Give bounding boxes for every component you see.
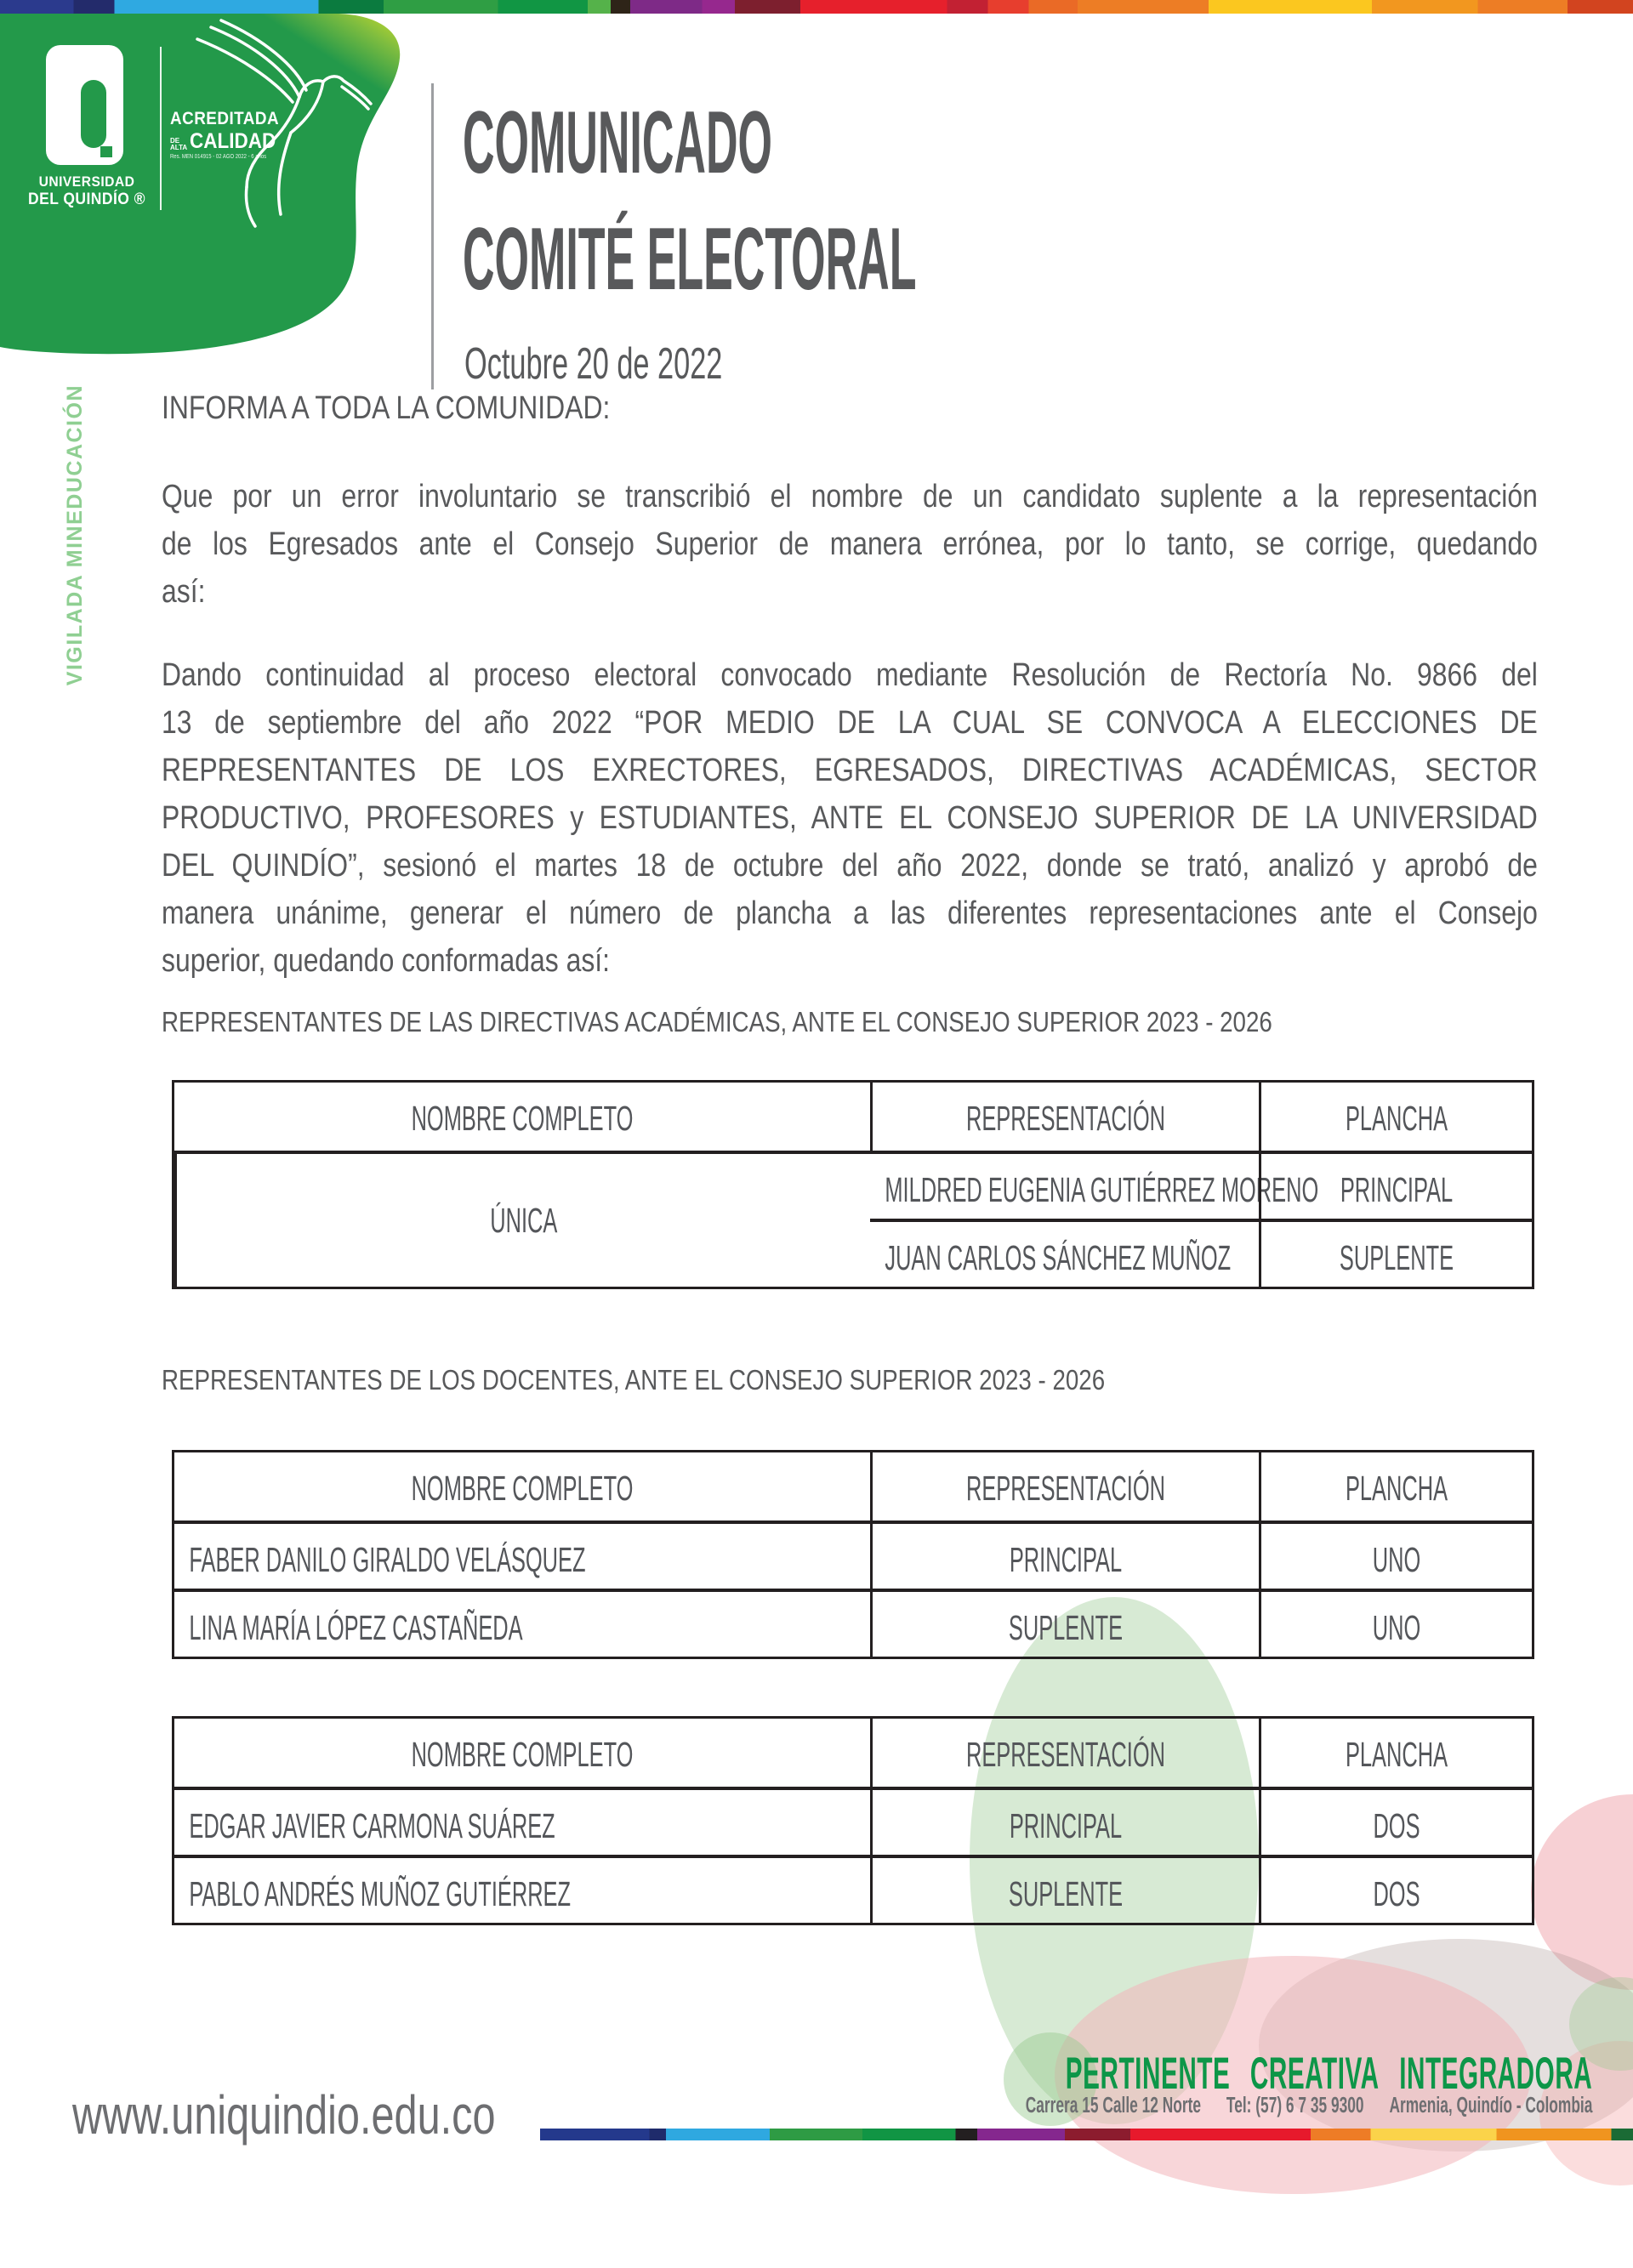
table-cell-name: MILDRED EUGENIA GUTIÉRREZ MORENO	[870, 1151, 1259, 1219]
motto	[1065, 2048, 1592, 2100]
section-heading-docentes: REPRESENTANTES DE LOS DOCENTES, ANTE EL CONSEJO SUPERIOR 2023 - 2026	[162, 1364, 1106, 1395]
motto-word-creativa: CREATIVA	[1249, 2049, 1380, 2099]
table-cell-plancha: DOS	[1259, 1787, 1532, 1855]
table-cell-representation: SUPLENTE	[870, 1855, 1259, 1923]
badge-resolution: Res. MEN 014915 - 02 AGO 2022 - 6 años	[170, 154, 267, 160]
table-cell-plancha: UNO	[1259, 1589, 1532, 1657]
column-header-representacion: REPRESENTACIÓN	[870, 1083, 1259, 1151]
column-header-representacion: REPRESENTACIÓN	[870, 1719, 1259, 1787]
logo-divider	[160, 47, 162, 210]
column-header-plancha: PLANCHA	[1259, 1719, 1532, 1787]
rainbow-strip-top	[0, 0, 1633, 14]
column-header-plancha: PLANCHA	[1259, 1083, 1532, 1151]
badge-word-acreditada: ACREDITADA	[170, 109, 280, 128]
university-name-line1: UNIVERSIDAD	[38, 173, 135, 190]
table-cell-name: JUAN CARLOS SÁNCHEZ MUÑOZ	[870, 1219, 1259, 1287]
university-name-line2: DEL QUINDÍO ®	[27, 190, 145, 208]
salutation: INFORMA A TODA LA COMUNIDAD:	[162, 390, 611, 426]
table-cell-plancha: DOS	[1259, 1855, 1532, 1923]
table-cell-plancha: UNO	[1259, 1521, 1532, 1589]
column-header-nombre: NOMBRE COMPLETO	[411, 1099, 634, 1138]
column-header-nombre: NOMBRE COMPLETO	[411, 1469, 634, 1508]
table-docentes-dos	[172, 1716, 1534, 1925]
motto-word-integradora: INTEGRADORA	[1398, 2049, 1592, 2099]
table-cell-plancha-merged: ÚNICA	[174, 1151, 870, 1287]
motto-word-pertinente: PERTINENTE	[1065, 2049, 1231, 2099]
table-docentes-uno	[172, 1450, 1534, 1659]
section-heading-directivas: REPRESENTANTES DE LAS DIRECTIVAS ACADÉMICAS, ANTE EL CONSEJO SUPERIOR 2023 - 2026	[162, 1006, 1272, 1037]
title-divider	[431, 83, 434, 389]
vigilada-watermark: VIGILADA MINEDUCACIÓN	[63, 384, 87, 686]
paragraph-2: Dando continuidad al proceso electoral convocado mediante Resolución de Rectoría No. 9866 del 13 de septiembre del año 2022 “POR MEDIO DE LA CUAL SE CONVOCA A ELECCIONES DE REPRESENTANTES DE LOS EXRECTORES, EGRESADOS, DIRECTIVAS ACADÉMICAS, SECTOR PRODUCTIVO, PROFESORES y ESTUDIANTES, ANTE EL CONSEJO SUPERIOR DE LA UNIVERSIDAD DEL QUINDÍO”, sesionó el martes 18 de octubre del año 2022, donde se trató, analizó y aprobó de manera unánime, generar el número de plancha a las diferentes representaciones ante el Consejo superior, quedando conformadas así:	[162, 657, 1538, 979]
column-header-plancha: PLANCHA	[1259, 1452, 1532, 1521]
table-directivas	[172, 1080, 1534, 1289]
rainbow-strip-bottom	[540, 2129, 1633, 2140]
table-cell-representation: PRINCIPAL	[870, 1521, 1259, 1589]
title-line1: COMUNICADO	[463, 94, 772, 192]
website-url: www.uniquindio.edu.co	[72, 2084, 496, 2146]
page-title	[463, 85, 916, 318]
title-line2: COMITÉ ELECTORAL	[463, 210, 917, 309]
address-city: Armenia, Quindío - Colombia	[1389, 2094, 1592, 2117]
logo-q-tail-icon	[100, 146, 112, 157]
table-cell-name: EDGAR JAVIER CARMONA SUÁREZ	[174, 1787, 870, 1855]
column-header-representacion: REPRESENTACIÓN	[870, 1452, 1259, 1521]
table-cell-name: PABLO ANDRÉS MUÑOZ GUTIÉRREZ	[174, 1855, 870, 1923]
logo-q-icon	[81, 80, 106, 148]
address-phone: Tel: (57) 6 7 35 9300	[1226, 2094, 1364, 2117]
document-date: Octubre 20 de 2022	[464, 339, 723, 389]
table-cell-name: FABER DANILO GIRALDO VELÁSQUEZ	[174, 1521, 870, 1589]
university-logo	[46, 45, 123, 165]
table-cell-representation: SUPLENTE	[1259, 1219, 1532, 1287]
address-street: Carrera 15 Calle 12 Norte	[1025, 2094, 1201, 2117]
table-cell-representation: PRINCIPAL	[870, 1787, 1259, 1855]
university-name	[14, 173, 160, 208]
address-line	[1025, 2094, 1592, 2118]
accreditation-badge	[170, 109, 289, 160]
column-header-nombre: NOMBRE COMPLETO	[411, 1735, 634, 1774]
table-cell-representation: PRINCIPAL	[1259, 1151, 1532, 1219]
table-cell-representation: SUPLENTE	[870, 1589, 1259, 1657]
badge-de-alta: DE ALTA	[170, 137, 188, 151]
paragraph-1: Que por un error involuntario se transcribió el nombre de un candidato suplente a la representación de los Egresados ante el Consejo Superior de manera errónea, por lo tanto, se corrige, quedando así:	[162, 479, 1538, 610]
badge-word-calidad: CALIDAD	[190, 129, 276, 153]
table-cell-name: LINA MARÍA LÓPEZ CASTAÑEDA	[174, 1589, 870, 1657]
